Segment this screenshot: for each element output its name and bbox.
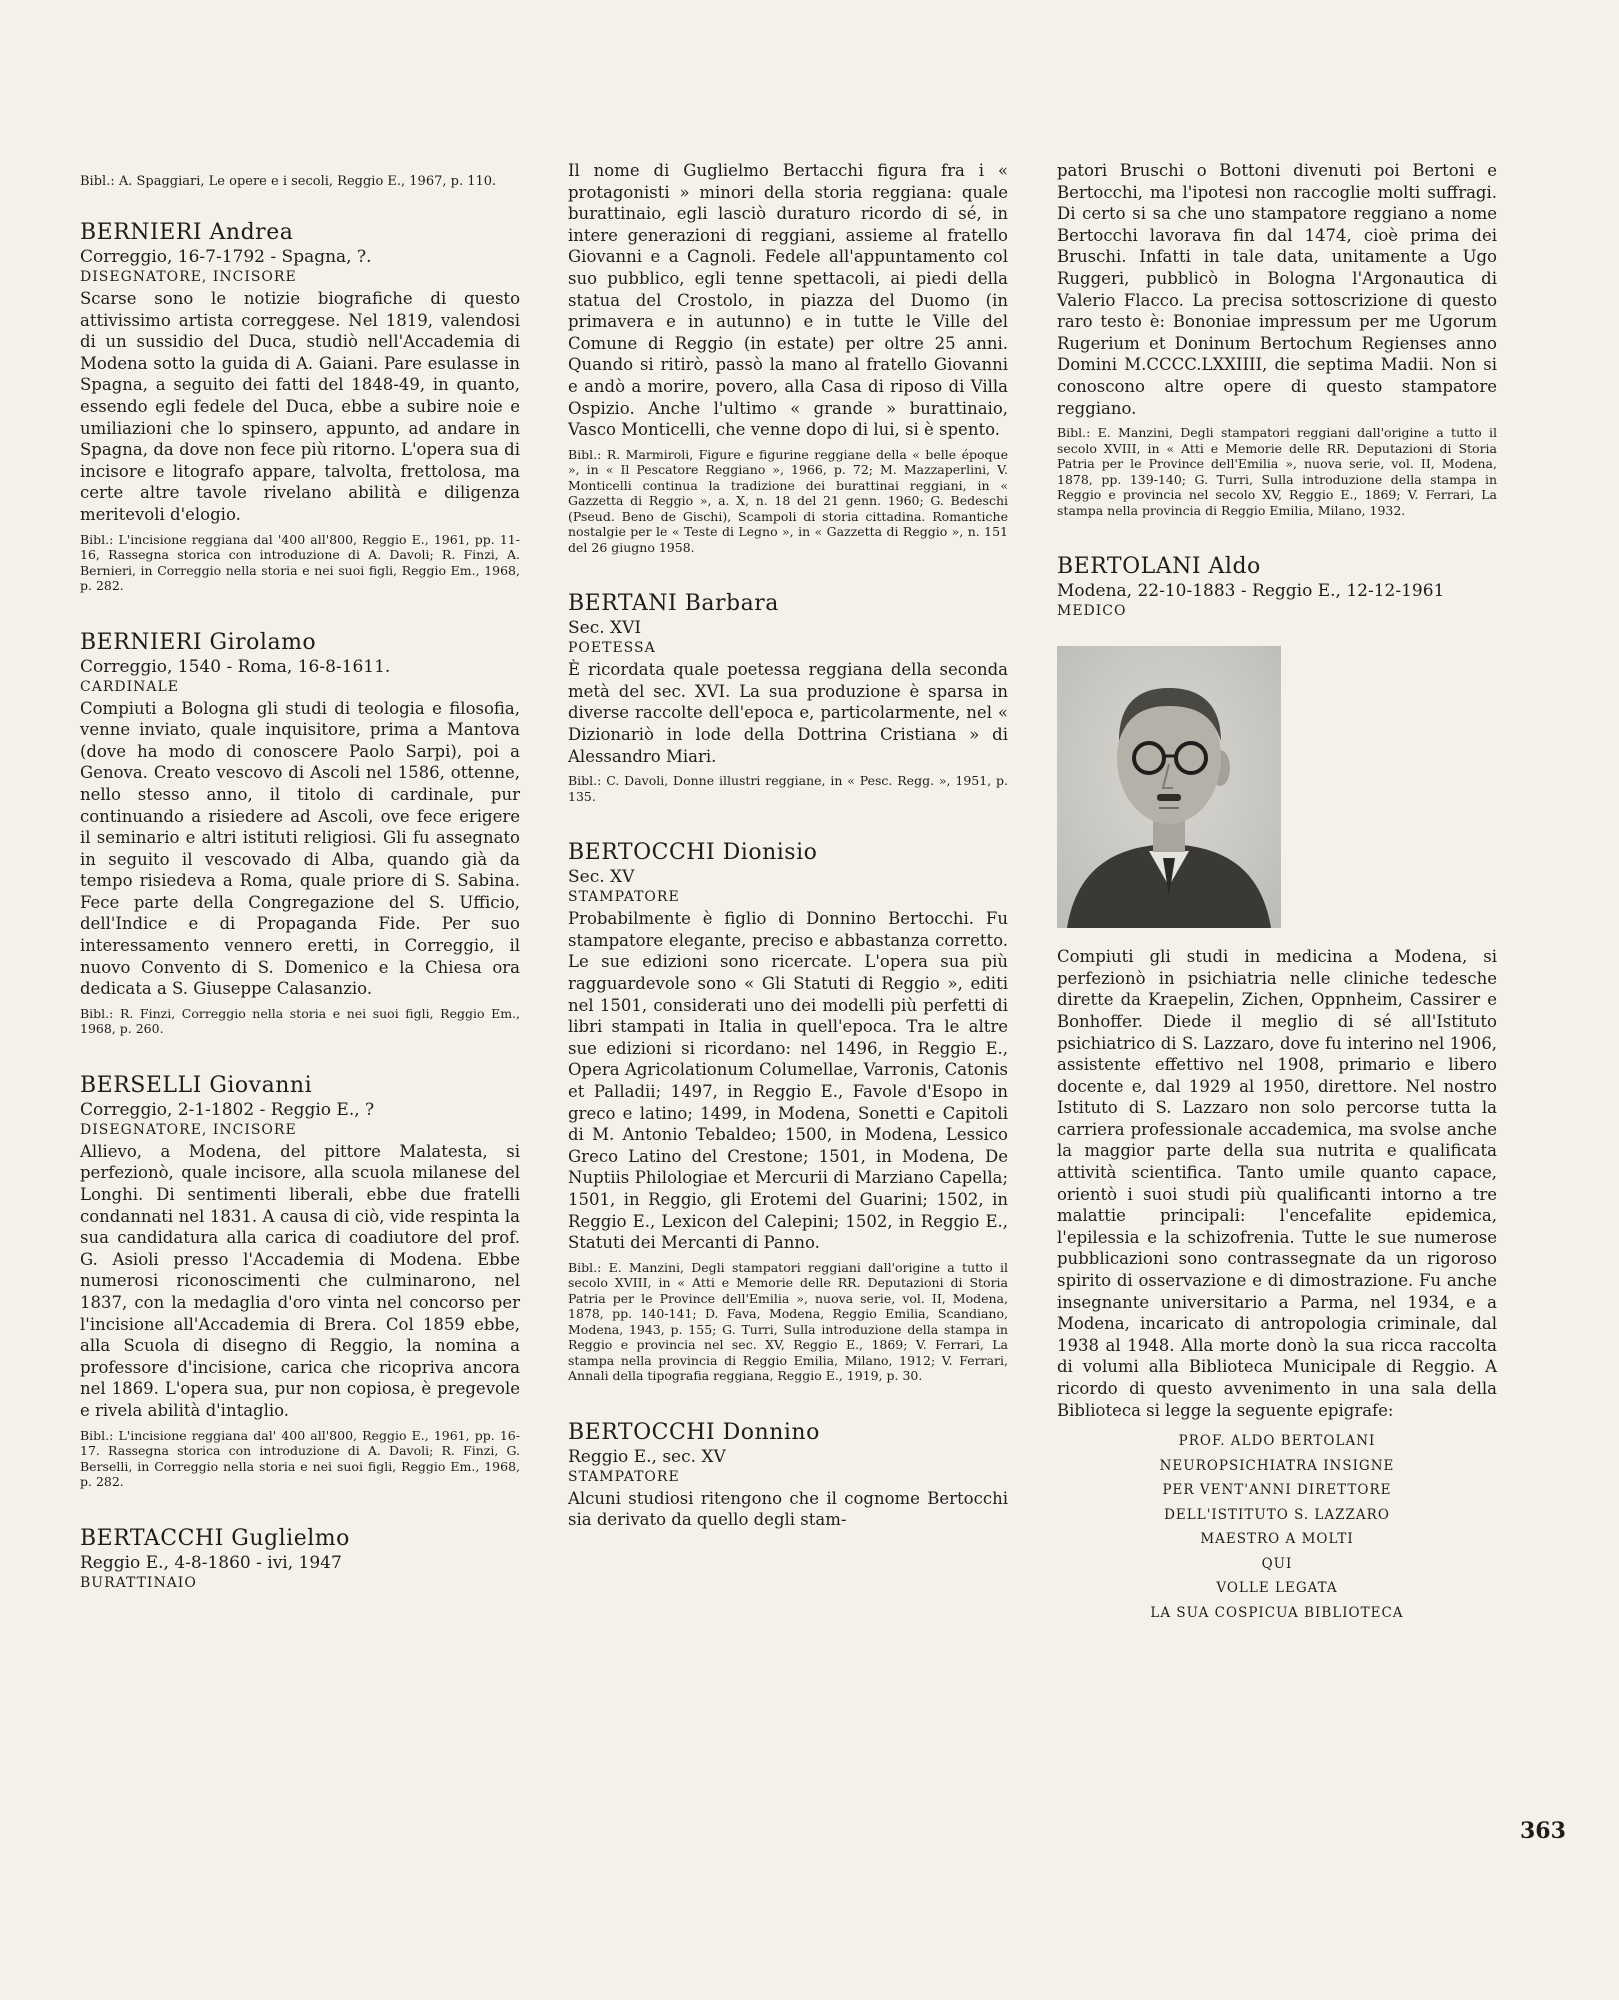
entry-name: BERSELLI Giovanni: [80, 1072, 313, 1098]
entry-text: Compiuti a Bologna gli studi di teologia e filosofia, venne inviato, quale inquisitore, prima a Mantova (dove ha modo di conoscere Paolo Sarpi), poi a Genova. Creato vescovo di Ascoli nel 1586, ottenne, nello stesso anno, il titolo di cardinale, pur continuando a risiedere ad Ascoli, ove fece erigere il seminario e altri istituti religiosi. Gli fu assegnato in seguito il vescovado di Alba, quando già da tempo risiedeva a Roma, quale priore di S. Sabina. Fece parte della Congregazione del S. Ufficio, dell'Indice e di Propaganda Fide. Per suo interessamento vennero eretti, in Correggio, il nuovo Convento di S. Domenico e la Chiesa ora dedicata a S. Giuseppe Calasanzio.: [80, 698, 520, 999]
entry-name: BERNIERI Girolamo: [80, 629, 317, 655]
entry-dates: Correggio, 2-1-1802 - Reggio E., ?: [80, 1099, 375, 1120]
epigraph-line: NEUROPSICHIATRA INSIGNE: [1159, 1457, 1395, 1474]
epigraph-line: VOLLE LEGATA: [1216, 1580, 1338, 1597]
entry-bertocchi-donnino-heading: [568, 1420, 1008, 1531]
entry-profession: POETESSA: [568, 640, 656, 657]
entry-name: BERNIERI Andrea: [80, 220, 294, 245]
entry-bibliography: Bibl.: R. Finzi, Correggio nella storia e nei suoi figli, Reggio Em., 1968, p. 260.: [80, 1005, 520, 1037]
entry-profession: BURATTINAIO: [80, 1574, 197, 1591]
entry-text: Alcuni studiosi ritengono che il cognome Bertocchi sia derivato da quello degli stam-: [568, 1488, 1008, 1530]
entry-text: Il nome di Guglielmo Bertacchi figura fra i « protagonisti » minori della storia reggiana: quale burattinaio, egli lasciò duraturo ricordo di sé, in intere generazioni di reggiani, assieme al fratello Giovanni e a Cagnoli. Fedele all'appuntamento col suo pubblico, egli tenne spettacoli, ai piedi della statua del Crostolo, in piazza del Duomo (in primavera e in autunno) e in tutte le Ville del Comune di Reggio (in estate) per oltre 25 anni. Quando si ritirò, passò la mano al fratello Giovanni e andò a morire, povero, alla Casa di riposo di Villa Ospizio. Anche l'ultimo « grande » burattinaio, Vasco Monticelli, che venne dopo di lui, si è spento.: [568, 161, 1008, 440]
entry-dates: Reggio E., 4-8-1860 - ivi, 1947: [80, 1552, 342, 1573]
epigraph-line: PER VENT'ANNI DIRETTORE: [1162, 1482, 1392, 1499]
epigraph-line: PROF. ALDO BERTOLANI: [1178, 1433, 1376, 1450]
entry-dates: Correggio, 1540 - Roma, 16-8-1611.: [80, 656, 391, 677]
entry-berselli-giovanni: [80, 1073, 520, 1490]
column-right: [1057, 160, 1497, 1661]
portrait-illustration: [1057, 646, 1281, 928]
epigraph-line: DELL'ISTITUTO S. LAZZARO: [1164, 1506, 1390, 1523]
entry-bernieri-andrea: [80, 220, 520, 594]
entry-text: Scarse sono le notizie biografiche di questo attivissimo artista correggese. Nel 1819, valendosi di un sussidio del Duca, studiò nell'Accademia di Modena sotto la guida di A. Gaiani. Pare esulasse in Spagna, a seguito dei fatti del 1848-49, in quanto, essendo egli fedele del Duca, ebbe a subire noie e umiliazioni che lo spinsero, appunto, ad andare in Spagna, da dove non fece più ritorno. L'opera sua di incisore e litografo appare, talvolta, frettolosa, ma certe altre tavole rivelano abilità e diligenza meritevoli d'elogio.: [80, 289, 520, 524]
entry-bibliography: Bibl.: L'incisione reggiana dal' 400 all'800, Reggio E., 1961, pp. 16-17. Rassegna storica con introduzione di A. Davoli; R. Finzi, G. Berselli, in Correggio nella storia e nei suoi figli, Reggio Em., 1968, p. 282.: [80, 1427, 520, 1490]
epigraph-line: MAESTRO A MOLTI: [1200, 1531, 1354, 1548]
entry-name: BERTANI Barbara: [568, 591, 779, 617]
portrait-photo: [1057, 646, 1281, 928]
entry-profession: DISEGNATORE, INCISORE: [80, 269, 297, 285]
entry-bertacchi-guglielmo-body: [568, 160, 1008, 555]
entry-dates: Correggio, 16-7-1792 - Spagna, ?.: [80, 247, 372, 267]
entry-text: È ricordata quale poetessa reggiana della seconda metà del sec. XVI. La sua produzione è sparsa in diverse raccolte dell'epoca e, particolarmente, nel « Dizionariò in lode della Dottrina Cristiana » di Alessandro Miari.: [568, 660, 1008, 766]
entry-dates: Reggio E., sec. XV: [568, 1446, 726, 1467]
entry-bibliography: Bibl.: C. Davoli, Donne illustri reggiane, in « Pesc. Regg. », 1951, p. 135.: [568, 773, 1008, 804]
entry-dates: Sec. XV: [568, 867, 635, 888]
entry-bibliography: Bibl.: E. Manzini, Degli stampatori reggiani dall'origine a tutto il secolo XVIII, in « Atti e Memorie delle RR. Deputazioni di Storia Patria per le Province dell'Emilia », nuova serie, vol. II, Modena, 1878, pp. 140-141; D. Fava, Modena, Reggio Emilia, Scandiano, Modena, 1943, p. 155; G. Turri, Sulla introduzione della stampa in Reggio e provincia nel sec. XV, Reggio E., 1869; V. Ferrari, La stampa nella provincia di Reggio Emilia, Milano, 1912; V. Ferrari, Annali della tipografia reggiana, Reggio E., 1919, p. 30.: [568, 1259, 1008, 1384]
entry-bertolani-aldo: [1057, 554, 1497, 1625]
entry-text: Compiuti gli studi in medicina a Modena, si perfezionò in psichiatria nelle cliniche tedesche dirette da Kraepelin, Zichen, Oppnheim, Cassirer e Bonhoffer. Diede il meglio di sé all'Istituto psichiatrico di S. Lazzaro, dove fu interino nel 1906, assistente effettivo nel 1908, primario e libero docente e, dal 1929 al 1950, direttore. Nel nostro Istituto di S. Lazzaro non solo percorse tutta la carriera professionale accademica, ma svolse anche la maggior parte della sua nutrita e qualificata attività scientifica. Tanto umile quanto capace, orientò i suoi studi più qualificanti intorno a tre malattie principali: l'encefalite epidemica, l'epilessia e la schizofrenia. Tutte le sue numerose pubblicazioni sono contrassegnate da un rigoroso spirito di osservazione e di dimostrazione. Fu anche insegnante universitario a Parma, nel 1934, e a Modena, incaricato di antropologia criminale, dal 1938 al 1948. Alla morte donò la sua ricca raccolta di volumi alla Biblioteca Municipale di Reggio. A ricordo di questo avvenimento in una sala della Biblioteca si legge la seguente epigrafe:: [1057, 947, 1497, 1420]
entry-name: BERTACCHI Guglielmo: [80, 1525, 350, 1551]
entry-text: patori Bruschi o Bottoni divenuti poi Bertoni e Bertocchi, ma l'ipotesi non raccoglie molti suffragi. Di certo si sa che uno stampatore reggiano a nome Bertocchi lavorava fin dal 1474, cioè prima dei Bruschi. Infatti in tale data, unitamente a Ugo Ruggeri, pubblicò in Bologna l'Argonautica di Valerio Flacco. La precisa sottoscrizione di questo raro testo è: Bononiae impressum per me Ugorum Rugerium et Doninum Bertochum Regienses anno Domini M.CCCC.LXXIIII, die septima Madii. Non si conoscono altre opere di questo stampatore reggiano.: [1057, 161, 1497, 418]
entry-bernieri-girolamo: [80, 630, 520, 1037]
entry-dates: Modena, 22-10-1883 - Reggio E., 12-12-1961: [1057, 581, 1445, 602]
entry-bertocchi-donnino-body: [1057, 160, 1497, 518]
column-middle: [568, 160, 1008, 1567]
entry-bertocchi-dionisio: [568, 840, 1008, 1384]
entry-profession: STAMPATORE: [568, 889, 680, 906]
entry-bibliography: Bibl.: E. Manzini, Degli stampatori reggiani dall'origine a tutto il secolo XVIII, in « Atti e Memorie delle RR. Deputazioni di Storia Patria per le Province dell'Emilia », nuova serie, vol. II, Modena, 1878, pp. 139-140; G. Turri, Sulla introduzione della stampa in Reggio e provincia nel secolo XV, Reggio E., 1869; V. Ferrari, La stampa nella provincia di Reggio Emilia, Milano, 1932.: [1057, 425, 1497, 518]
entry-name: BERTOCCHI Dionisio: [568, 840, 818, 866]
entry-profession: DISEGNATORE, INCISORE: [80, 1121, 297, 1138]
entry-bertani-barbara: [568, 591, 1008, 804]
entry-profession: STAMPATORE: [568, 1468, 680, 1485]
top-bibliography: Bibl.: A. Spaggiari, Le opere e i secoli, Reggio E., 1967, p. 110.: [80, 174, 497, 189]
entry-bibliography: Bibl.: L'incisione reggiana dal '400 all'800, Reggio E., 1961, pp. 11-16, Rassegna storica con introduzione di A. Davoli; R. Finzi, A. Bernieri, in Correggio nella storia e nei suoi figli, Reggio Em., 1968, p. 282.: [80, 531, 520, 594]
entry-text: Probabilmente è figlio di Donnino Bertocchi. Fu stampatore elegante, preciso e abbastanza corretto. Le sue edizioni sono ricercate. L'opera sua più ragguardevole sono « Gli Statuti di Reggio », editi nel 1501, considerati uno dei modelli più perfetti di libri stampati in Italia in quell'epoca. Tra le altre sue edizioni si ricordano: nel 1496, in Reggio E., Opera Agricolationum Columellae, Varronis, Catonis et Palladii; 1497, in Reggio E., Favole d'Esopo in greco e latino; 1499, in Modena, Sonetti e Capitoli di M. Antonio Tebaldeo; 1500, in Modena, Lessico Greco Latino del Crestone; 1501, in Modena, De Nuptiis Philologiae et Mercurii di Marziano Capella; 1501, in Reggio, gli Erotemi del Guarini; 1502, in Reggio E., Lexicon del Calepini; 1502, in Reggio E., Statuti dei Mercanti di Panno.: [568, 909, 1008, 1253]
entry-name: BERTOCCHI Donnino: [568, 1419, 820, 1445]
entry-name: BERTOLANI Aldo: [1057, 554, 1261, 580]
entry-profession: MEDICO: [1057, 603, 1127, 620]
page-number: 363: [1520, 1818, 1566, 1844]
column-left: [80, 160, 520, 1628]
entry-text: Allievo, a Modena, del pittore Malatesta, si perfezionò, quale incisore, alla scuola milanese del Longhi. Di sentimenti liberali, ebbe due fratelli condannati nel 1831. A causa di ciò, vide respinta la sua candidatura alla carica di coadiutore del prof. G. Asioli presso l'Accademia di Modena. Ebbe numerosi riconoscimenti che culminarono, nel 1837, con la medaglia d'oro vinta nel concorso per l'incisione all'Accademia di Brera. Col 1859 ebbe, alla Scuola di disegno di Reggio, la nomina a professore d'incisione, carica che ricopriva ancora nel 1869. L'opera sua, pur non copiosa, è pregevole e rivela abilità d'intaglio.: [80, 1141, 520, 1420]
epigraph: [1057, 1429, 1497, 1625]
entry-dates: Sec. XVI: [568, 618, 642, 639]
entry-bibliography: Bibl.: R. Marmiroli, Figure e figurine reggiane della « belle époque », in « Il Pescatore Reggiano », 1966, p. 72; M. Mazzaperlini, V. Monticelli continua la tradizione dei burattinai reggiani, in « Gazzetta di Reggio », a. X, n. 18 del 21 genn. 1960; G. Bedeschi (Pseud. Beno de Gischi), Scampoli di storia cittadina. Romantiche nostalgie per le « Teste di Legno », in « Gazzetta di Reggio », n. 151 del 26 giugno 1958.: [568, 446, 1008, 555]
entry-bertacchi-guglielmo-heading: [80, 1526, 520, 1592]
epigraph-line: QUI: [1261, 1555, 1293, 1572]
epigraph-line: LA SUA COSPICUA BIBLIOTECA: [1150, 1604, 1404, 1621]
entry-profession: CARDINALE: [80, 678, 179, 695]
